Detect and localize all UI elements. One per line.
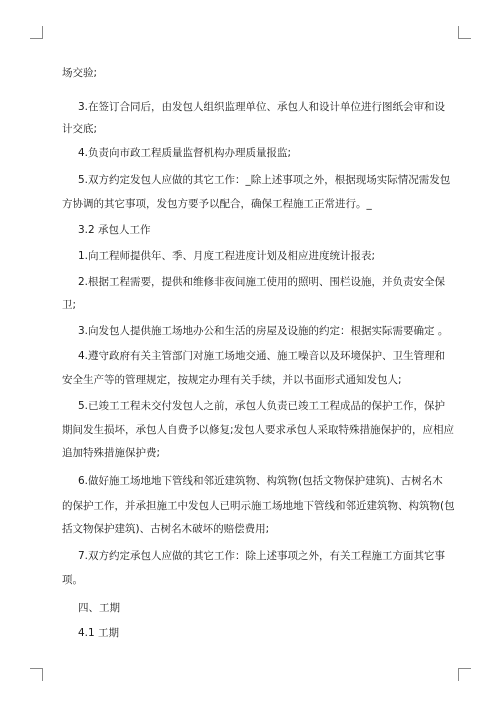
text-line-4: 4.负责向市政工程质量监督机构办理质量报监; — [78, 147, 292, 159]
section-heading-4: 四、工期 — [78, 602, 120, 614]
section-heading-4-1: 4.1 工期 — [78, 627, 120, 639]
text-line-9: 2.根据工程需要，提供和维修非夜间施工使用的照明、围栏设施，并负责安全保 — [78, 276, 446, 288]
text-line-20: 7.双方约定承包人应做的其它工作：除上述事项之外，有关工程施工方面其它事 — [78, 550, 446, 562]
text-line-3: 计交底; — [62, 123, 98, 135]
text-line-19: 括文物保护建筑)、古树名木破坏的赔偿费用; — [62, 523, 270, 535]
text-line-11: 3.向发包人提供施工场地办公和生活的房屋及设施的约定：根据实际需要确定 。 — [78, 325, 449, 337]
crop-mark-bottom-right — [458, 668, 471, 681]
text-line-8: 1.向工程师提供年、季、月度工程进度计划及相应进度统计报表; — [78, 250, 376, 262]
crop-mark-top-left — [30, 26, 43, 39]
text-line-2: 3.在签订合同后，由发包人组织监理单位、承包人和设计单位进行图纸会审和设 — [78, 101, 446, 113]
text-line-14: 5.已竣工工程未交付发包人之前，承包人负责已竣工工程成品的保护工作，保护 — [78, 400, 446, 412]
text-line-15: 期间发生损坏，承包人自费予以修复;发包人要求承包人采取特殊措施保护的，应相应 — [62, 424, 455, 436]
text-line-1: 场交验; — [62, 67, 98, 79]
text-line-13: 安全生产等的管理规定，按规定办理有关手续，并以书面形式通知发包人; — [62, 374, 402, 386]
text-line-16: 追加特殊措施保护费; — [62, 447, 161, 459]
section-heading-3-2: 3.2 承包人工作 — [78, 224, 151, 236]
text-line-10: 卫; — [62, 299, 77, 311]
text-line-21: 项。 — [62, 574, 83, 586]
text-line-17: 6.做好施工场地地下管线和邻近建筑物、构筑物(包括文物保护建筑)、古树名木 — [78, 475, 443, 487]
text-line-12: 4.遵守政府有关主管部门对施工场地交通、施工噪音以及环境保护、卫生管理和 — [78, 350, 446, 362]
crop-mark-top-right — [458, 26, 471, 39]
text-line-5: 5.双方约定发包人应做的其它工作：_除上述事项之外，根据现场实际情况需发包 — [78, 174, 451, 186]
text-line-6: 方协调的其它事项，发包方要予以配合，确保工程施工正常进行。_ — [62, 198, 372, 210]
text-line-18: 的保护工作，并承担施工中发包人已明示施工场地地下管线和邻近建筑物、构筑物(包 — [62, 500, 455, 512]
crop-mark-bottom-left — [30, 668, 43, 681]
